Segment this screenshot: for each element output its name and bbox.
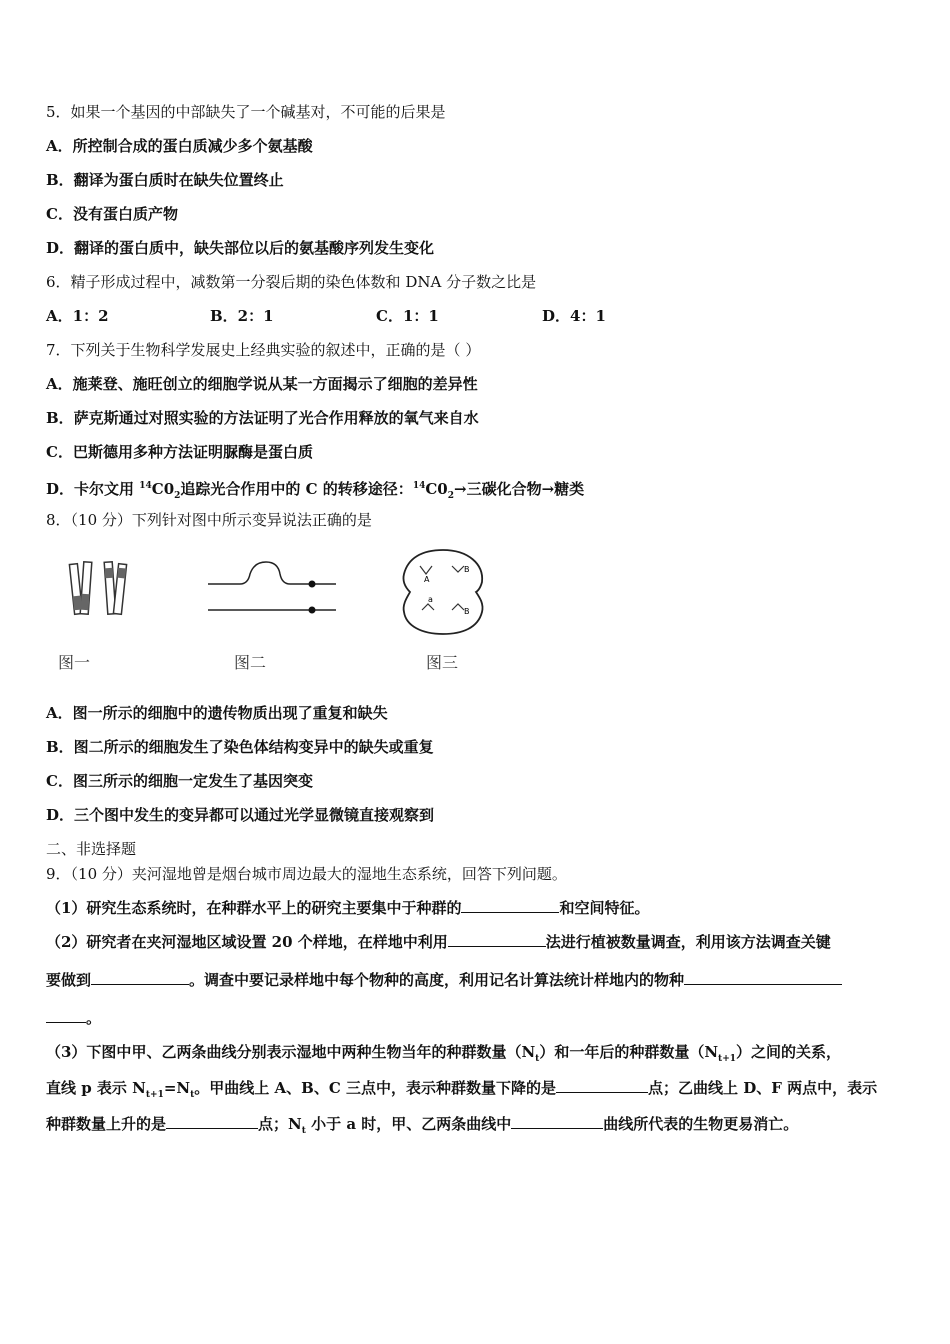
q9-part3-line3: 种群数量上升的是 点；$N_t$ 小于 a 时，甲、乙两条曲线中 曲线所代表的生物更易消亡。 [46, 1115, 799, 1136]
figure-one-caption: 图一 [58, 653, 91, 672]
figure-three-letter-1: A [424, 575, 430, 584]
q6-option-a: A．1：2 [46, 307, 109, 325]
q7-stem: 7．下列关于生物科学发展史上经典实验的叙述中，正确的是（ ） [46, 341, 481, 359]
q8-option-a: A．图一所示的细胞中的遗传物质出现了重复和缺失 [46, 704, 388, 722]
q9-blank-3[interactable] [91, 970, 189, 985]
q6-option-c: C．1：1 [376, 307, 439, 325]
figure-two-caption: 图二 [234, 653, 267, 672]
q8-option-c: C．图三所示的细胞一定发生了基因突变 [46, 772, 313, 790]
q9-blank-2[interactable] [448, 932, 546, 947]
figure-three-letter-2: B [464, 565, 470, 574]
q7-option-c: C．巴斯德用多种方法证明脲酶是蛋白质 [46, 443, 313, 461]
q9-blank-4[interactable] [684, 970, 842, 985]
q9-part1: （1）研究生态系统时，在种群水平上的研究主要集中于种群的 和空间特征。 [46, 899, 650, 917]
q6-option-d: D．4：1 [542, 307, 606, 325]
q7-option-d: D．卡尔文用 $^{14}C0_2$追踪光合作用中的 C 的转移途径：$^{14}C0_2\to$三碳化合物→糖类 [46, 480, 585, 501]
q9-stem: 9．（10 分）夹河湿地曾是烟台城市周边最大的湿地生态系统，回答下列问题。 [46, 865, 567, 883]
figure-three-caption: 图三 [426, 653, 459, 672]
q9-part2-line1: （2）研究者在夹河湿地区域设置 20 个样地，在样地中利用 法进行植被数量调查，利用该方法调查关键 [46, 933, 831, 951]
q8-option-d: D．三个图中发生的变异都可以通过光学显微镜直接观察到 [46, 806, 435, 824]
q9-part3-line2: 直线 p 表示 $N_{t+1}=N_t$。甲曲线上 A、B、C 三点中，表示种群数量下降的是 点；乙曲线上 D、F 两点中，表示 [46, 1079, 878, 1100]
figure-three-letter-3: a [428, 595, 433, 604]
q9-blank-6[interactable] [166, 1114, 258, 1129]
q5-option-a: A．所控制合成的蛋白质减少多个氨基酸 [46, 137, 313, 155]
q5-option-b: B．翻译为蛋白质时在缺失位置终止 [46, 171, 284, 189]
q9-blank-1[interactable] [461, 898, 559, 913]
q6-option-b: B．2：1 [210, 307, 274, 325]
figure-one-chromosomes [60, 556, 144, 626]
figure-three-cell [398, 546, 488, 638]
figure-three-letter-4: B [464, 607, 470, 616]
q5-stem: 5．如果一个基因的中部缺失了一个碱基对，不可能的后果是 [46, 103, 446, 121]
q5-option-d: D．翻译的蛋白质中，缺失部位以后的氨基酸序列发生变化 [46, 239, 435, 257]
q8-option-b: B．图二所示的细胞发生了染色体结构变异中的缺失或重复 [46, 738, 434, 756]
q8-stem: 8．（10 分）下列针对图中所示变异说法正确的是 [46, 511, 372, 529]
q9-blank-5[interactable] [556, 1078, 648, 1093]
q7-option-a: A．施莱登、施旺创立的细胞学说从某一方面揭示了细胞的差异性 [46, 375, 478, 393]
q5-option-c: C．没有蛋白质产物 [46, 205, 178, 223]
q9-blank-7[interactable] [511, 1114, 603, 1129]
q9-blank-4-continued[interactable] [46, 1008, 86, 1023]
q9-part2-line2: 要做到 。调查中要记录样地中每个物种的高度，利用记名计算法统计样地内的物种 [46, 970, 842, 990]
q9-part3-line1: （3）下图中甲、乙两条曲线分别表示湿地中两种生物当年的种群数量$(N_t)$和一年后的种群数量$(N_{t+1})$之间的关系， [46, 1043, 842, 1064]
q6-stem: 6．精子形成过程中，减数第一分裂后期的染色体数和 DNA 分子数之比是 [46, 273, 537, 291]
q7-option-b: B．萨克斯通过对照实验的方法证明了光合作用释放的氧气来自水 [46, 409, 479, 427]
q9-part2-line3: 。 [46, 1008, 101, 1028]
figure-two-loop [200, 560, 344, 620]
section-heading: 二、非选择题 [46, 840, 137, 858]
